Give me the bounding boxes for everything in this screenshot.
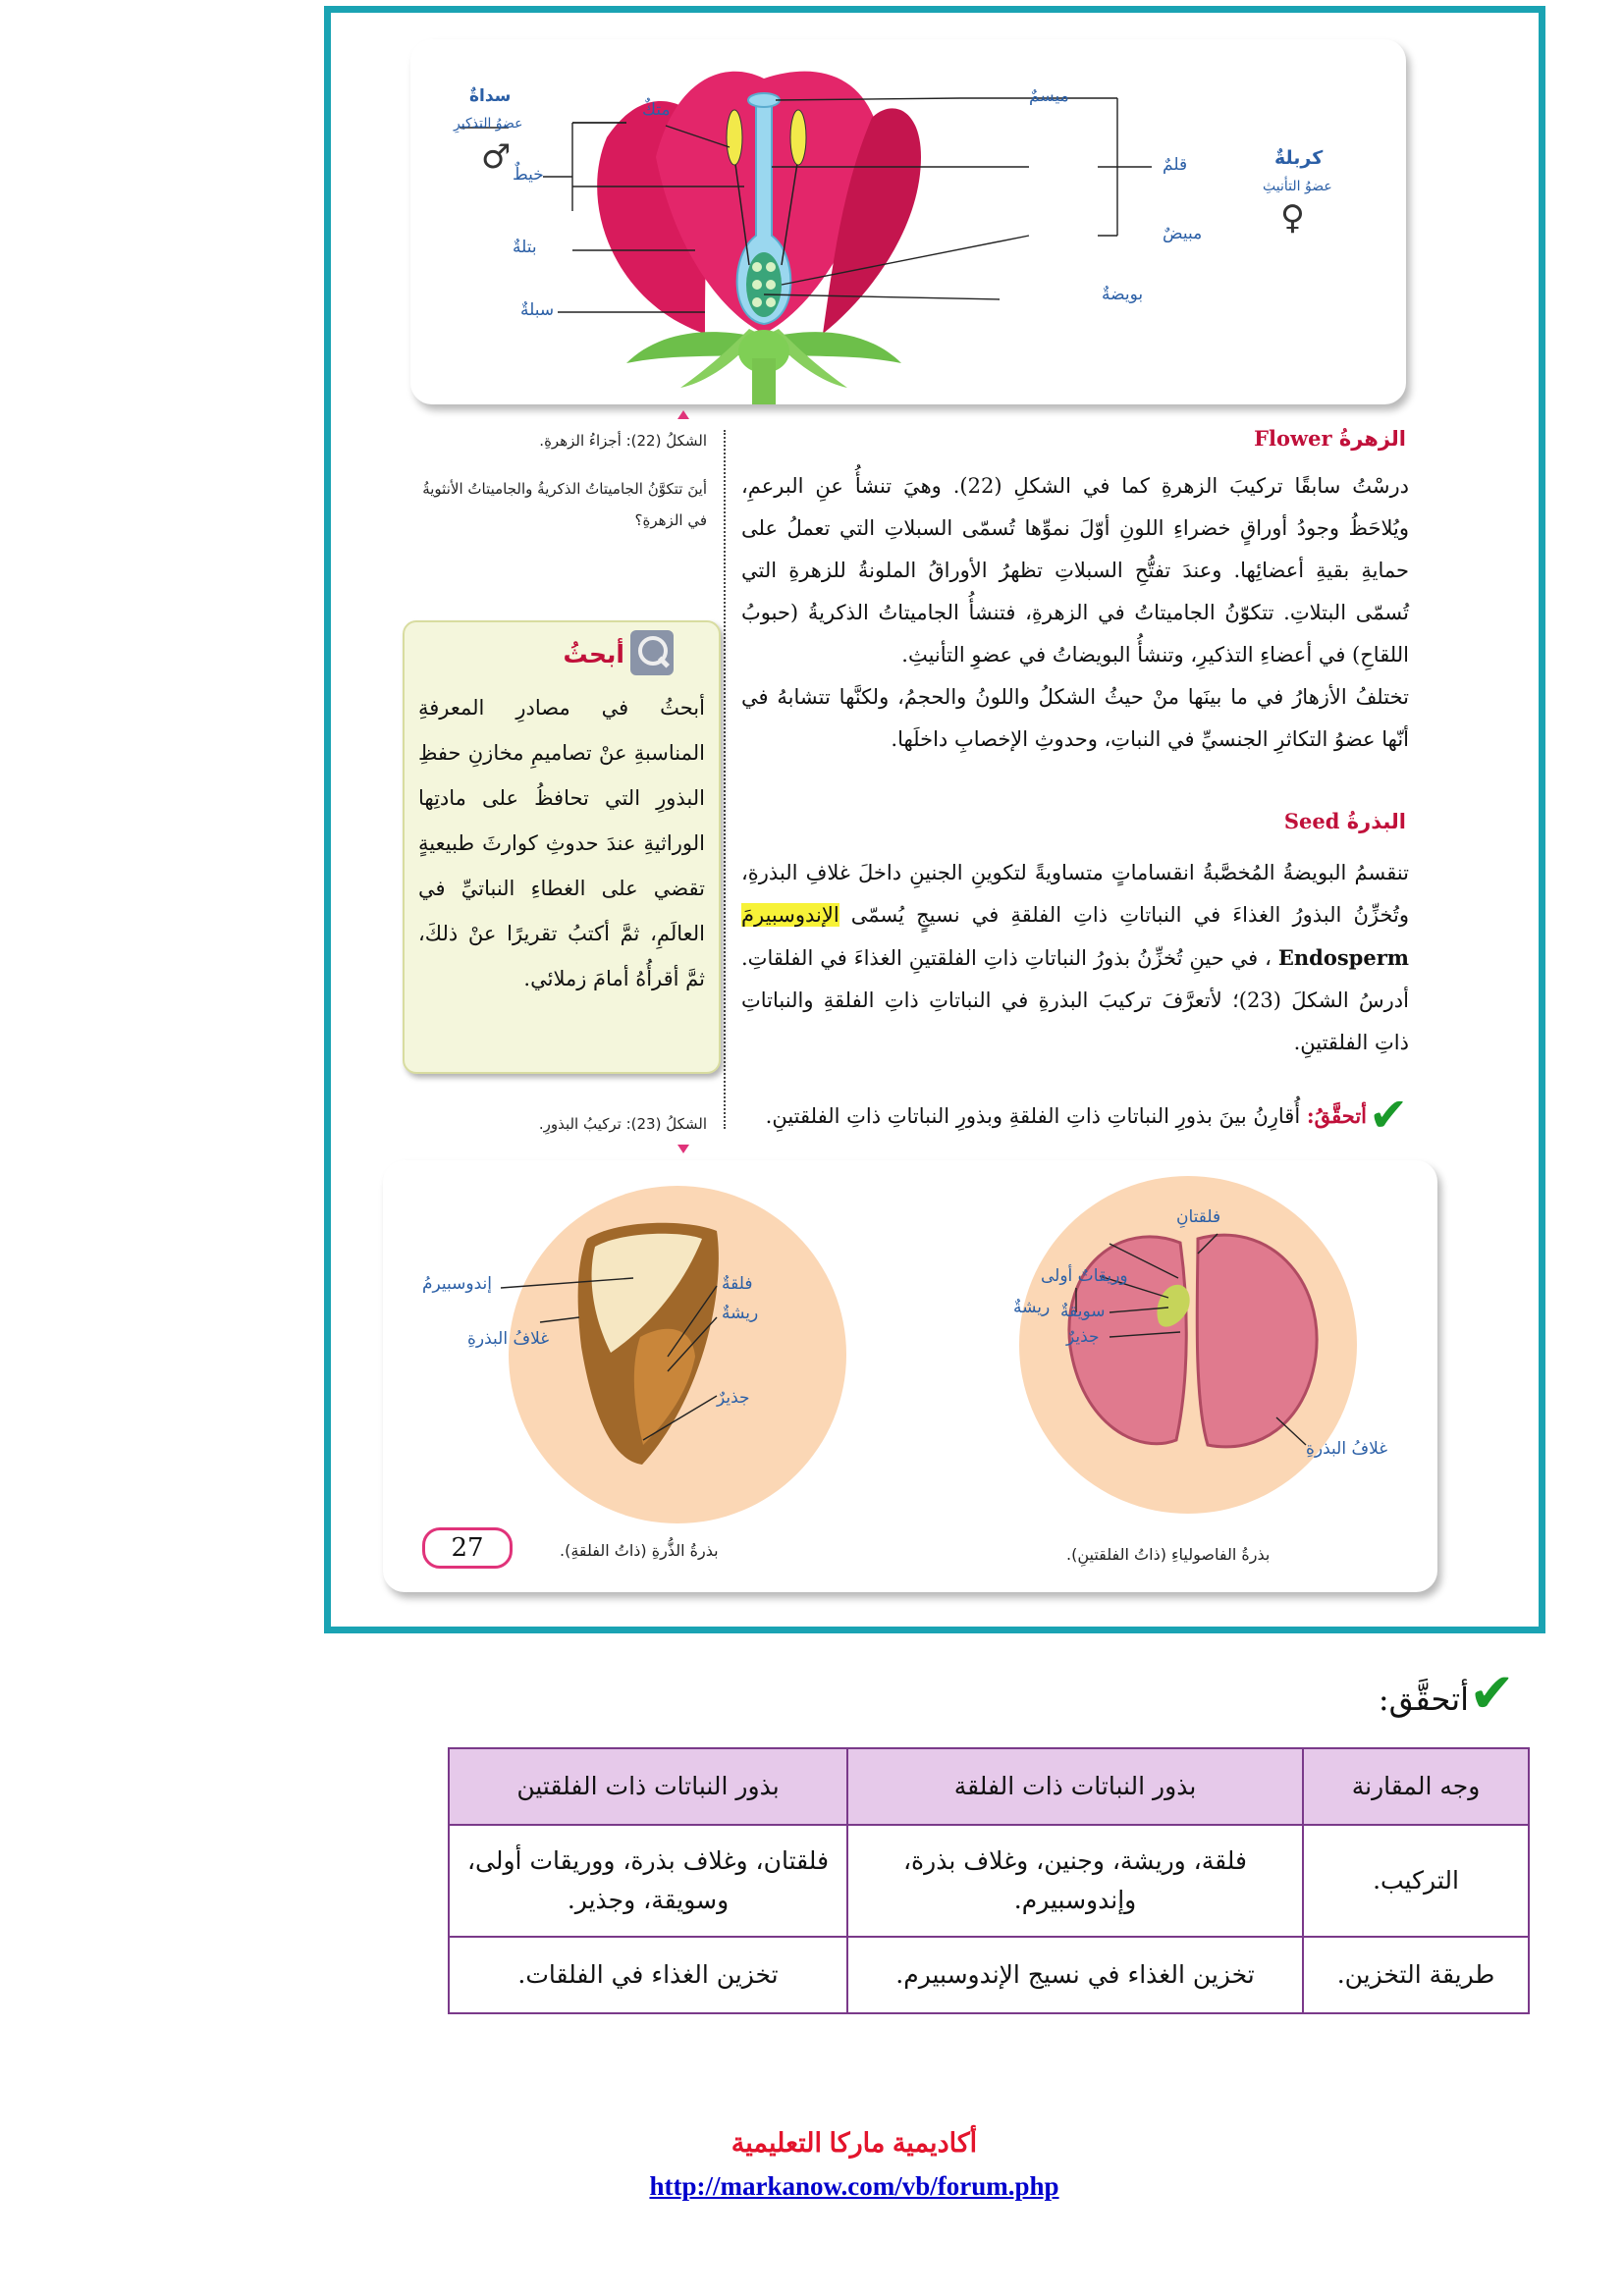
table-cell-dicot-structure: فلقتان، وغلاف بذرة، ووريقات أولى، وسويقة، وجذير. <box>449 1825 847 1937</box>
label-filament: خيطٌ <box>513 165 544 185</box>
check-prompt-label: أتحقَّقُ: <box>1306 1103 1367 1128</box>
bean-label-plumule: ريشةٌ <box>1013 1298 1051 1317</box>
flower-heading-ar: الزهرةُ <box>1338 427 1406 451</box>
research-box <box>403 620 721 1074</box>
label-male-organ: عضوُ التذكيرِ <box>454 116 523 132</box>
flower-ovule-5 <box>752 297 762 307</box>
bean-label-first-leaves: وريقاتٌ أولى <box>1041 1266 1128 1286</box>
check-prompt <box>727 1103 1367 1128</box>
figure23-caption: الشكلُ (23): تركيبُ البذورِ. <box>538 1115 707 1133</box>
table-header-row <box>449 1748 1529 1825</box>
flower-heading <box>982 426 1406 451</box>
table-row <box>449 1825 1529 1937</box>
flower-ovule-3 <box>752 280 762 290</box>
magnifier-icon <box>630 630 674 675</box>
table-header-monocot: بذور النباتات ذات الفلقة <box>847 1748 1303 1825</box>
corn-label-endosperm: إندوسبيرمُ <box>422 1274 492 1294</box>
flower-ovary-inner <box>746 252 782 317</box>
male-symbol-icon: ♂ <box>481 137 512 177</box>
label-petal: بتلةٌ <box>513 238 537 257</box>
flower-paragraphs <box>741 465 1409 761</box>
bean-caption: بذرةُ الفاصولياءِ (ذاتُ الفلقتينِ). <box>1066 1545 1271 1564</box>
flower-paragraph-1: درسْتُ سابقًا تركيبَ الزهرةِ كما في الشكلِ (22). وهيَ تنشأُ عنِ البرعمِ، ويُلاحَظُ وجودُ أوراقٍ خضراءِ اللونِ أوّلَ نموِّها تُسمّى السبلاتِ التي تعملُ على حمايةِ بقيةِ أعضائِها. وعندَ تفتُّحِ السبلاتِ تظهرُ الأوراقُ الملونةُ للزهرةِ التي تُسمّى البتلاتِ. تتكوّنُ الجاميتاتُ في الزهرةِ، فتنشأُ الجاميتاتُ الذكريةُ (حبوبُ اللقاحِ) في أعضاءِ التذكيرِ، وتنشأُ البويضاتُ في عضوِ التأنيثِ. <box>741 474 1409 667</box>
seed-heading-ar: البذرةُ <box>1346 810 1406 833</box>
figure22-caption: الشكلُ (22): أجزاءُ الزهرةِ. <box>539 432 707 450</box>
flower-heading-en: Flower <box>1254 426 1332 451</box>
corn-label-cotyledon: فلقةٌ <box>722 1274 753 1294</box>
pink-triangle-down-icon <box>677 1145 689 1153</box>
page-number-text: 27 <box>451 1533 484 1563</box>
flower-paragraph-2: تختلفُ الأزهارُ في ما بينَها منْ حيثُ الشكلُ واللونُ والحجمُ، ولكنَّها تتشابهُ في أنّها عضوُ التكاثرِ الجنسيِّ في النباتِ، وحدوثِ الإخصابِ داخلَها. <box>741 685 1409 751</box>
answer-check-icon: ✔ <box>1469 1662 1515 1726</box>
table-header-dicot: بذور النباتات ذات الفلقتين <box>449 1748 847 1825</box>
flower-stigma <box>748 93 780 107</box>
corn-label-plumule: ريشةٌ <box>722 1304 759 1323</box>
flower-ovule-4 <box>766 280 776 290</box>
table-row <box>449 1937 1529 2013</box>
label-carpel: كربلةٌ <box>1274 147 1324 169</box>
corn-caption: بذرةُ الذُّرةِ (ذاتُ الفلقةِ). <box>560 1541 719 1560</box>
comparison-table <box>448 1747 1530 2014</box>
label-stamen: سداةٌ <box>469 86 512 106</box>
check-mark-icon: ✔ <box>1369 1088 1409 1143</box>
bean-label-seed-coat: غلافُ البذرةِ <box>1306 1439 1388 1459</box>
endosperm-term-en: Endosperm <box>1277 945 1409 970</box>
table-header-aspect: وجه المقارنة <box>1303 1748 1529 1825</box>
table-cell-storage: طريقة التخزين. <box>1303 1937 1529 2013</box>
label-sepal: سبلةٌ <box>520 300 555 320</box>
endosperm-highlight: الإندوسبيرمَ <box>741 903 839 927</box>
flower-ovule-6 <box>766 297 776 307</box>
column-divider <box>724 430 726 1129</box>
seed-paragraph <box>741 852 1409 1064</box>
research-text: أبحثُ في مصادرِ المعرفةِ المناسبةِ عنْ تصاميمِ مخازنِ حفظِ البذورِ التي تحافظُ على مادتِها الوراثيةِ عندَ حدوثِ كوارثَ طبيعيةٍ تقضي على الغطاءِ النباتيِّ في العالَمِ، ثمَّ أكتبُ تقريرًا عنْ ذلكَ، ثمَّ أقرأُهُ أمامَ زملائي. <box>418 696 705 990</box>
bean-label-cotyledons: فلقتانِ <box>1176 1207 1221 1227</box>
pink-triangle-up-icon <box>677 410 689 419</box>
page-number <box>422 1527 513 1569</box>
table-cell-monocot-structure: فلقة، وريشة، وجنين، وغلاف بذرة، وإندوسبيرم. <box>847 1825 1303 1937</box>
flower-anther-right <box>790 110 806 165</box>
seed-figure-card <box>383 1160 1437 1592</box>
seed-diagrams <box>383 1160 1437 1592</box>
footer-forum-link[interactable]: http://markanow.com/vb/forum.php <box>649 2171 1059 2201</box>
table-cell-monocot-storage: تخزين الغذاء في نسيج الإندوسبيرم. <box>847 1937 1303 2013</box>
label-style: قلمٌ <box>1163 155 1188 175</box>
bean-label-radicle: جذيرٌ <box>1066 1327 1100 1347</box>
corn-label-seed-coat: غلافُ البذرةِ <box>467 1329 550 1349</box>
flower-figure-card <box>410 39 1406 404</box>
table-cell-dicot-storage: تخزين الغذاء في الفلقات. <box>449 1937 847 2013</box>
footer-academy: أكاديمية ماركا التعليمية <box>731 2128 978 2158</box>
flower-anther-left <box>727 110 742 165</box>
flower-stem <box>752 358 776 404</box>
flower-ovule-2 <box>766 262 776 272</box>
figure22-question: أينَ تتكوَّنُ الجاميتاتُ الذكريةُ والجاميتاتُ الأنثويةُ في الزهرةِ؟ <box>422 480 707 529</box>
seed-text-after: ، في حينِ تُخزِّنُ بذورُ النباتاتِ ذاتِ الفلقتينِ الغذاءَ في الفلقاتِ. أدرسُ الشكلَ (23)؛ لأتعرَّفَ تركيبَ البذرةِ في النباتاتِ ذاتِ الفلقةِ والنباتاتِ ذاتِ الفلقتينِ. <box>741 946 1409 1054</box>
label-ovary: مبيضٌ <box>1163 224 1203 243</box>
female-symbol-icon: ♀ <box>1280 198 1305 238</box>
flower-diagram <box>410 39 1406 404</box>
bean-label-hypocotyl: سويقةٌ <box>1060 1302 1106 1321</box>
label-anther: متكٌ <box>642 100 671 120</box>
corn-label-radicle: جذيرٌ <box>717 1388 750 1408</box>
label-ovule: بويضةٌ <box>1102 285 1144 304</box>
label-female-organ: عضوُ التأنيثِ <box>1263 179 1332 194</box>
label-stigma: ميسمٌ <box>1029 86 1069 106</box>
research-title: أبحثُ <box>563 640 624 668</box>
table-cell-structure: التركيب. <box>1303 1825 1529 1937</box>
seed-heading-en: Seed <box>1283 809 1340 833</box>
answer-label: أتحقَّق: <box>1378 1681 1469 1718</box>
check-prompt-text: أُقارِنُ بينَ بذورِ النباتاتِ ذاتِ الفلقةِ وبذورِ النباتاتِ ذاتِ الفلقتينِ. <box>765 1104 1301 1128</box>
seed-heading <box>982 809 1406 833</box>
flower-ovule-1 <box>752 262 762 272</box>
seed-text-before: تنقسمُ البويضةُ المُخصَّبةُ انقساماتٍ متساويةً لتكوينِ الجنينِ داخلَ غلافِ البذرةِ، وتُخزِّنُ البذورُ الغذاءَ في النباتاتِ ذاتِ الفلقةِ في نسيجٍ يُسمّى <box>741 861 1409 927</box>
